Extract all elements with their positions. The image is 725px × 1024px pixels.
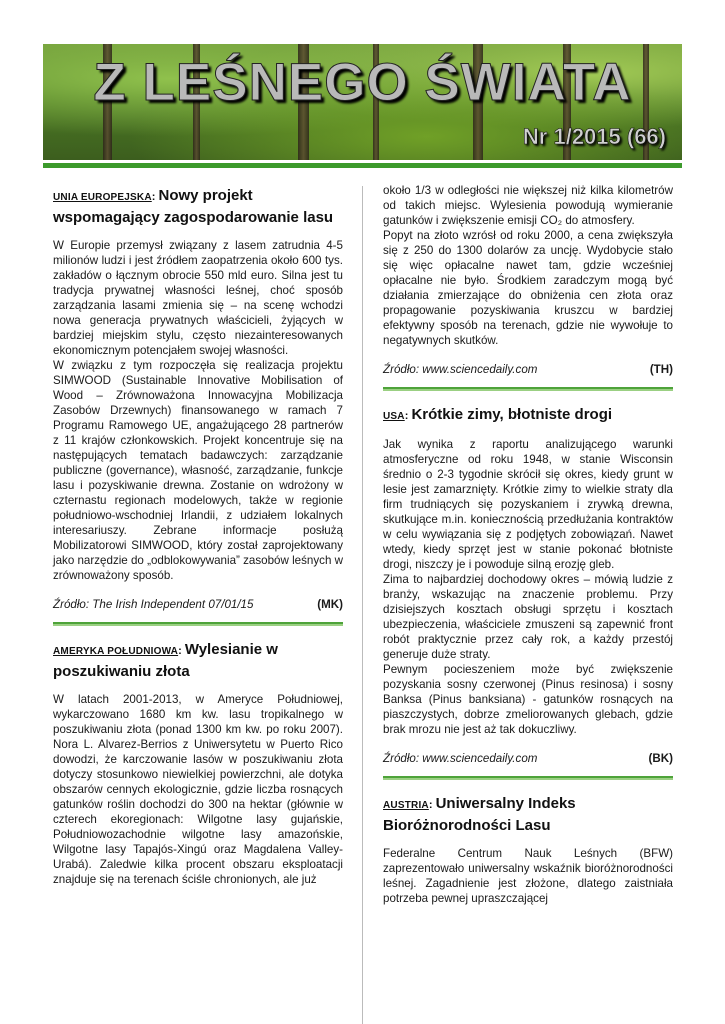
section-divider [383, 776, 673, 780]
masthead-banner [43, 44, 682, 160]
region-label: USA [383, 411, 405, 422]
article-paragraph: około 1/3 w odległości nie większej niż kilka kilometrów od takich miejsc. Wylesienia powodują wymieranie gatunków i zwiększenie emisji CO₂ do atmosfery. [383, 184, 673, 227]
article-source [383, 751, 673, 766]
article-title: Krótkie zimy, błotniste drogi [411, 406, 613, 423]
article-paragraph: Jak wynika z raportu analizującego warunki atmosferyczne od roku 1948, w stanie Wisconsin średnio o 2-3 tygodnie skrócił się okres, kiedy grunt w lesie jest zamarznięty. Krótkie zimy to wielkie straty dla firm trudniących się pozyskaniem i zrywką drewna, skutkujące m.in. koniecznością przedłużania kontraktów w celu wywiązania się z podjętych zobowiązań. Nawet wtedy, kiedy sprzęt jest w stanie pokonać błotniste drogi, niszczy je i powoduje silną erozję gleb. [383, 438, 673, 571]
source-text: Źródło: www.sciencedaily.com [383, 752, 538, 765]
article-heading: AMERYKA POŁUDNIOWA: Wylesianie w poszukiwaniu złota [53, 641, 278, 680]
source-text: Źródło: The Irish Independent 07/01/15 [53, 598, 254, 611]
article-title: Nowy projekt wspomagający zagospodarowanie lasu [53, 187, 334, 226]
region-label: AMERYKA POŁUDNIOWA [53, 646, 179, 657]
article-paragraph: Popyt na złoto wzrósł od roku 2000, a cena zwiększyła się z 250 do 1300 dolarów za uncję. Wydobycie stało się więc opłacalne nawet tam, gdzie wcześniej opłacalne nie było. Środkiem zaradczym mogą być działania zmierzające do obniżenia cen złota oraz propagowanie pozyskiwania kruszcu w bardziej efektywny sposób na terenach, gdzie nie wywołuje to negatywnych skutków. [383, 229, 673, 347]
article-heading: AUSTRIA: Uniwersalny Indeks Bioróżnorodności Lasu [383, 795, 576, 834]
article-austria [383, 794, 673, 906]
article-paragraph: W związku z tym rozpoczęła się realizacja projektu SIMWOOD (Sustainable Innovative Mobilisation of Wood – Zrównoważona Innowacyjna Mobilizacja Zasobów Drzewnych) finansowanego w ramach 7 Programu Ramowego UE, angażującego 28 partnerów z 11 krajów członkowskich. Projekt koncentruje się na następujących tematach badawczych: zarządzanie publiczne (governance), własność, zarządzanie, funkcje lasu i pozyskiwanie drewna. Zostanie on wdrożony w czternastu regionach modelowych, także w regionie południowo-wschodniej Irlandii, z udziałem lokalnych interesariuszy. Zebrane informacje posłużą Mobilizatorowi SIMWOOD, który został zaprojektowany jako narzędzie do „odblokowywania” zasobów leśnych w zrównoważony sposób. [53, 359, 343, 582]
section-divider [53, 622, 343, 626]
article-paragraph: Pewnym pocieszeniem może być zwiększenie pozyskania sosny czerwonej (Pinus resinosa) i sosny Banksa (Pinus banksiana) - gatunków rosnących na piaszczystych, dobrze zmeliorowanych glebach, gdzie brak mrozu nie jest aż tak dokuczliwy. [383, 663, 673, 736]
article-title: Wylesianie w poszukiwaniu złota [53, 641, 278, 680]
author-initials: (BK) [648, 752, 673, 765]
article-paragraph: W Europie przemysł związany z lasem zatrudnia 4-5 milionów ludzi i jest źródłem zaopatrzenia około 600 tys. zakładów o łącznym obrocie 550 mld euro. Silna jest tu tradycja prywatnej własności leśnej, choć sposób zarządzania lasami zmienia się – na scenę wchodzi nowa generacja prywatnych właścicieli, żyjących w bardziej miejskim stylu, często niezainteresowanych ekonomicznym potencjałem swojej własności. [53, 239, 343, 357]
article-source [383, 362, 673, 377]
region-label: AUSTRIA [383, 800, 429, 811]
article-eu [53, 186, 343, 612]
masthead-title: Z LEŚNEGO ŚWIATA [93, 53, 632, 112]
article-usa [383, 405, 673, 766]
article-south-america [53, 640, 343, 887]
column-divider [362, 186, 363, 1024]
article-paragraph: Zima to najbardziej dochodowy okres – mówią ludzie z branży, wskazując na znaczenie problemu. Przy dzisiejszych kosztach obsługi sprzętu i kosztach ubezpieczenia, właściciele zmuszeni są zapewnić front robót praktycznie przez cały rok, a każdy przestój generuje duże straty. [383, 573, 673, 661]
masthead-underline [43, 163, 682, 168]
article-paragraph: W latach 2001-2013, w Ameryce Południowej, wykarczowano 1680 km kw. lasu tropikalnego w poszukiwaniu złota (ponad 1300 km kw. po roku 2007). Nora L. Alvarez-Berrios z Uniwersytetu w Puerto Rico dowodzi, że karczowanie lasów w poszukiwaniu złota dotyczy stosunkowo niewielkiej powierzchni, ale dotyka obszarów cennych ekologicznie, gdzie liczba rosnących gatunków roślin dochodzi do 300 na hektar (głównie w czterech ekoregionach: Wilgotne lasy gujańskie, Południowozachodnie wilgotne lasy amazońskie, Wilgotne lasy Tapajós-Xingú oraz Magdalena Valley-Urabá). Zaledwie kilka procent obszaru eksploatacji znajduje się na terenach ściśle chronionych, ale już [53, 693, 343, 886]
article-paragraph: Federalne Centrum Nauk Leśnych (BFW) zaprezentowało uniwersalny wskaźnik bioróżnorodności leśnej. Zagadnienie jest złożone, dlatego zaistniała potrzeba pewnej upraszczającej [383, 847, 673, 905]
issue-number: Nr 1/2015 (66) [522, 124, 666, 149]
author-initials: (MK) [317, 598, 343, 611]
article-source [53, 597, 343, 612]
source-text: Źródło: www.sciencedaily.com [383, 363, 538, 376]
article-south-america-continued [383, 183, 673, 377]
article-heading: USA: Krótkie zimy, błotniste drogi [383, 406, 613, 423]
article-heading: UNIA EUROPEJSKA: Nowy projekt wspomagający zagospodarowanie lasu [53, 187, 334, 226]
left-column [53, 186, 343, 897]
author-initials: (TH) [649, 363, 673, 376]
section-divider [383, 387, 673, 391]
right-column [383, 186, 673, 916]
article-title: Uniwersalny Indeks Bioróżnorodności Lasu [383, 795, 576, 834]
region-label: UNIA EUROPEJSKA [53, 192, 152, 203]
